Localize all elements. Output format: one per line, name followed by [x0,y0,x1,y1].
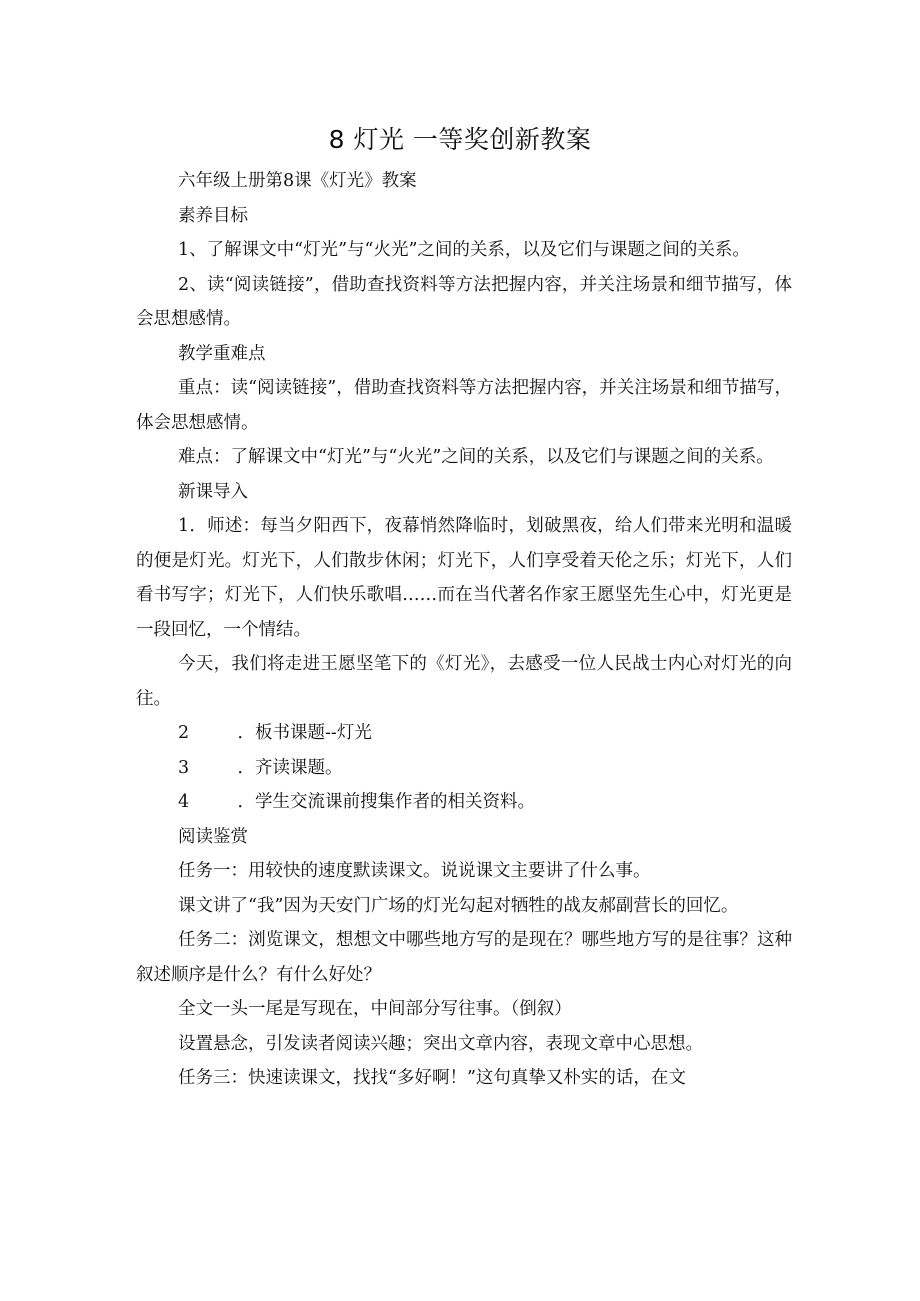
item-text: ．齐读课题。 [237,757,343,778]
paragraph: 1．师述：每当夕阳西下，夜幕悄然降临时，划破黑夜，给人们带来光明和温暖的便是灯光。灯光下，人们散步休闲；灯光下，人们享受着天伦之乐；灯光下，人们看书写字；灯光下，人们快乐歌唱……而在当代著名作家王愿坚先生心中，灯光更是一段回忆，一个情结。 [136,516,792,640]
paragraph: 1、了解课文中“灯光”与“火光”之间的关系，以及它们与课题之间的关系。 [178,240,750,260]
numbered-item [136,716,792,751]
paragraph: 任务二：浏览课文，想想文中哪些地方写的是现在？哪些地方写的是往事？这种叙述顺序是什么？有什么好处？ [136,930,792,985]
section-heading: 新课导入 [178,481,248,502]
document-body [136,164,792,1096]
item-number: 4 [178,792,190,812]
item-number: 2 [178,723,190,743]
paragraph: 全文一头一尾是写现在，中间部分写往事。（倒叙） [178,999,572,1019]
document-title: 8 灯光 一等奖创新教案 [328,125,592,154]
item-text: ．板书课题--灯光 [237,723,372,743]
item-text: ．学生交流课前搜集作者的相关资料。 [237,792,535,812]
paragraph: 六年级上册第8课《灯光》教案 [178,171,417,191]
section-heading: 素养目标 [178,205,248,226]
paragraph: 重点：读“阅读链接”，借助查找资料等方法把握内容，并关注场景和细节描写，体会思想感情。 [136,378,792,433]
numbered-item [136,751,792,786]
paragraph: 任务一：用较快的速度默读课文。说说课文主要讲了什么事。 [178,861,651,881]
paragraph: 课文讲了“我”因为天安门广场的灯光勾起对牺牲的战友郝副营长的回忆。 [178,895,739,916]
numbered-item [136,785,792,820]
paragraph: 今天，我们将走进王愿坚笔下的《灯光》，去感受一位人民战士内心对灯光的向往。 [136,654,792,709]
paragraph: 2、读“阅读链接”，借助查找资料等方法把握内容，并关注场景和细节描写，体会思想感情。 [136,274,792,329]
section-heading: 教学重难点 [178,343,266,364]
item-number: 3 [178,757,190,778]
paragraph: 任务三：快速读课文，找找“多好啊！”这句真挚又朴实的话，在文 [178,1068,686,1088]
paragraph: 设置悬念，引发读者阅读兴趣；突出文章内容，表现文章中心思想。 [178,1033,703,1054]
paragraph: 难点：了解课文中“灯光”与“火光”之间的关系，以及它们与课题之间的关系。 [178,447,774,467]
section-heading: 阅读鉴赏 [178,826,248,847]
